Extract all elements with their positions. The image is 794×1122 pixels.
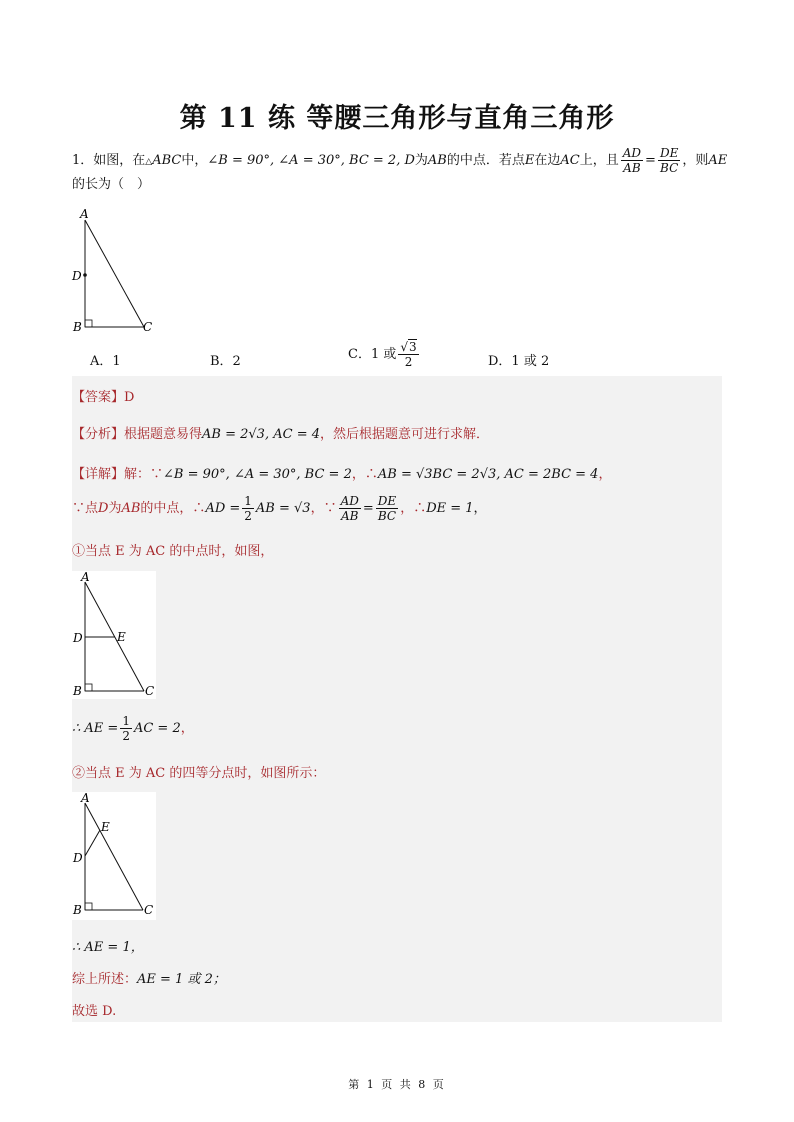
label-e: E	[101, 820, 110, 834]
label-b: B	[73, 903, 82, 917]
triangle-figure-question	[68, 206, 164, 336]
answer-line: 【答案】D	[72, 390, 135, 405]
analysis-line: 【分析】根据题意易得AB = 2√3, AC = 4，然后根据题意可进行求解．	[72, 427, 489, 442]
triangle-figure-case2	[72, 792, 156, 920]
label-a: A	[80, 207, 89, 221]
triangle-figure-case1	[72, 571, 156, 699]
label-e: E	[117, 630, 126, 644]
label-d: D	[73, 851, 83, 865]
detail-line: 【详解】解：∵∠B = 90°, ∠A = 30°, BC = 2，∴AB = √3BC = 2√3, AC = 2BC = 4，	[72, 467, 612, 482]
fraction-de-bc: $\frac{DE}{BC}$	[659, 146, 679, 175]
page-footer: 第 1 页 共 8 页	[348, 1078, 446, 1091]
question-1: 1．如图，在△ABC中，∠B = 90°, ∠A = 30°, BC = 2, D为AB的中点．若点E在边AC上，且 $\frac{AD}{AB}$ = $\frac{DE}{BC}$ ，则AE 的长为（ ）	[72, 146, 728, 192]
case-1-result: ∴ AE = $\frac{1}{2}$ AC = 2，	[72, 714, 194, 743]
page-title: 第 11 练 等腰三角形与直角三角形	[179, 103, 615, 134]
option-d[interactable]: D．1 或 2	[488, 354, 550, 369]
summary-line: 综上所述：AE = 1 或 2；	[72, 972, 226, 987]
case-2-result: ∴ AE = 1，	[72, 940, 144, 955]
fraction-ad-ab: $\frac{AD}{AB}$	[622, 146, 642, 175]
label-b: B	[73, 320, 82, 334]
detail-line-2: ∵点D为AB的中点，∴AD = $\frac{1}{2}$ AB = √3，∵ $\frac{AD}{AB}$ = $\frac{DE}{BC}$ ，∴DE = 1，	[72, 494, 487, 523]
label-a: A	[81, 792, 90, 805]
option-c[interactable]: C．1 或 $\frac{√3}{2}$	[348, 340, 417, 369]
final-answer: 故选 D.	[72, 1004, 117, 1019]
case-2-text: ②当点 E 为 AC 的四等分点时，如图所示：	[72, 766, 326, 781]
label-c: C	[145, 684, 155, 698]
label-d: D	[72, 269, 82, 283]
label-c: C	[144, 903, 154, 917]
label-c: C	[143, 320, 153, 334]
option-b[interactable]: B．2	[210, 354, 241, 369]
label-b: B	[73, 684, 82, 698]
label-d: D	[73, 631, 83, 645]
label-a: A	[81, 571, 90, 584]
case-1-text: ①当点 E 为 AC 的中点时，如图，	[72, 544, 274, 559]
option-a[interactable]: A．1	[90, 354, 121, 369]
